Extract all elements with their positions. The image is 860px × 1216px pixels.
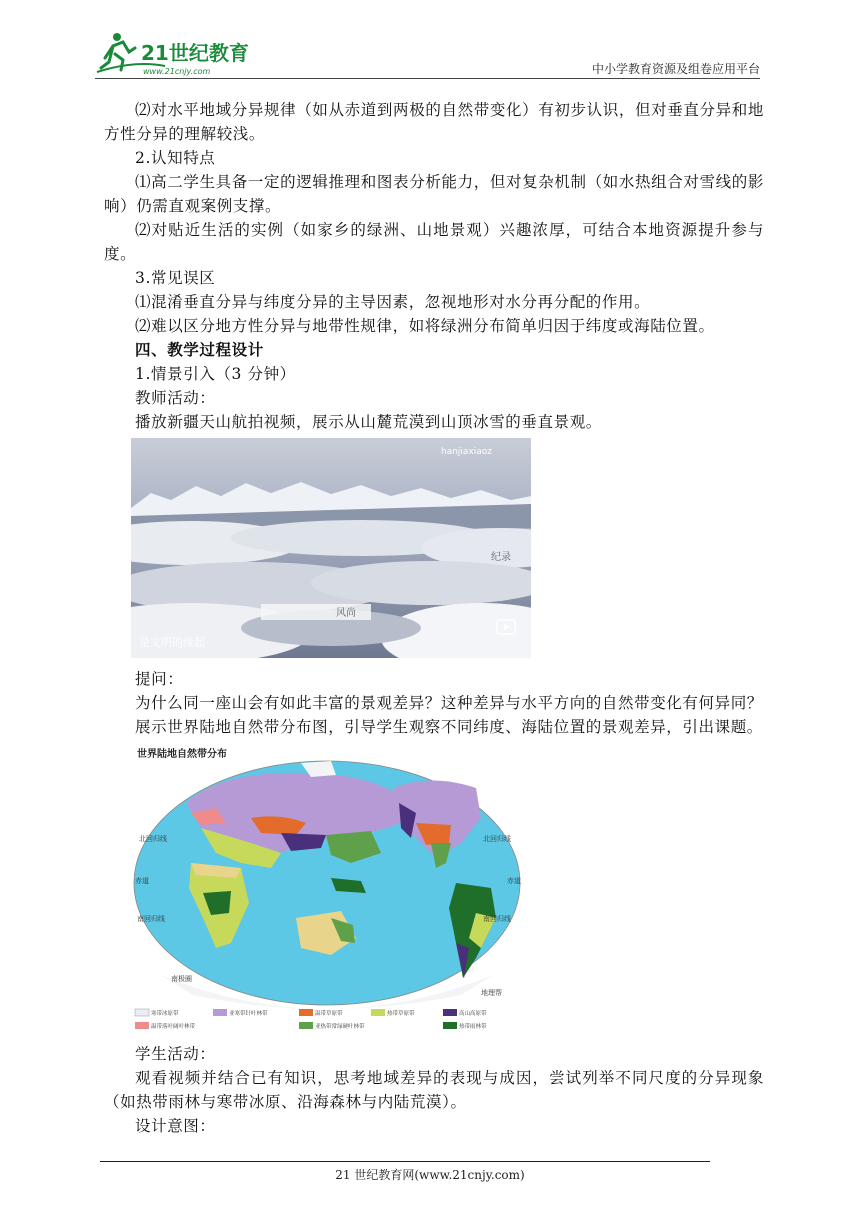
svg-text:亚寒带针叶林带: 亚寒带针叶林带 <box>229 1011 268 1017</box>
page-header <box>95 30 760 80</box>
legend-swatch <box>213 1009 227 1016</box>
svg-text:寒带冰原带: 寒带冰原带 <box>151 1011 179 1017</box>
teacher-activity-label: 教师活动： <box>135 389 216 407</box>
paragraph: 展示世界陆地自然带分布图，引导学生观察不同纬度、海陆位置的景观差异，引出课题。 <box>135 718 763 736</box>
svg-text:纪录: 纪录 <box>491 552 511 563</box>
svg-text:南回归线: 南回归线 <box>483 915 511 923</box>
page-footer: 21 世纪教育网(www.21cnjy.com) <box>335 1168 525 1182</box>
legend-swatch <box>299 1022 313 1029</box>
paragraph: ⑵对贴近生活的实例（如家乡的绿洲、山地景观）兴趣浓厚，可结合本地资源提升参与度。 <box>104 221 764 263</box>
document-body <box>104 98 764 1138</box>
legend-swatch <box>443 1009 457 1016</box>
svg-text:hanjiaxiaoz: hanjiaxiaoz <box>441 447 493 457</box>
paragraph: 为什么同一座山会有如此丰富的景观差异？这种差异与水平方向的自然带变化有何异同？ <box>135 694 763 712</box>
heading-section-4: 四、教学过程设计 <box>135 340 264 359</box>
student-activity-label: 学生活动： <box>135 1045 216 1063</box>
paragraph: ⑵对水平地域分异规律（如从赤道到两极的自然带变化）有初步认识，但对垂直分异和地方性分异的理解较浅。 <box>104 101 764 143</box>
heading-misconceptions: 3.常见误区 <box>135 269 216 287</box>
legend-swatch <box>443 1022 457 1029</box>
heading-intro: 1.情景引入（3 分钟） <box>135 365 296 383</box>
legend-swatch <box>135 1022 149 1029</box>
svg-text:北回归线: 北回归线 <box>139 835 167 843</box>
svg-text:风尚: 风尚 <box>336 608 356 619</box>
svg-text:地理帮: 地理帮 <box>481 989 502 997</box>
header-divider <box>95 78 760 79</box>
svg-text:高山高原带: 高山高原带 <box>459 1011 487 1017</box>
heading-cognitive: 2.认知特点 <box>135 149 216 167</box>
svg-text:www.21cnjy.com: www.21cnjy.com <box>143 67 211 76</box>
logo <box>95 30 255 78</box>
design-intent-label: 设计意图： <box>135 1117 216 1135</box>
svg-text:北回归线: 北回归线 <box>483 835 511 843</box>
paragraph: 观看视频并结合已有知识，思考地域差异的表现与成因，尝试列举不同尺度的分异现象（如热带雨林与寒带冰原、沿海森林与内陆荒漠）。 <box>104 1069 764 1111</box>
paragraph: ⑵难以区分地方性分异与地带性规律，如将绿洲分布简单归因于纬度或海陆位置。 <box>135 317 715 335</box>
footer-divider <box>100 1161 710 1162</box>
video-screenshot <box>131 438 764 665</box>
svg-text:亚热带常绿硬叶林带: 亚热带常绿硬叶林带 <box>315 1024 365 1030</box>
legend-swatch <box>135 1009 149 1016</box>
legend-swatch <box>371 1009 385 1016</box>
legend-swatch <box>299 1009 313 1016</box>
svg-text:赤道: 赤道 <box>507 877 521 885</box>
svg-text:南极圈: 南极圈 <box>171 975 192 983</box>
svg-text:温带落叶阔叶林带: 温带落叶阔叶林带 <box>151 1024 196 1030</box>
paragraph: ⑴混淆垂直分异与纬度分异的主导因素，忽视地形对水分再分配的作用。 <box>135 293 651 311</box>
svg-text:21世纪教育: 21世纪教育 <box>141 41 249 65</box>
svg-text:是文明的缘起: 是文明的缘起 <box>139 636 205 649</box>
svg-text:温带草原带: 温带草原带 <box>315 1011 343 1017</box>
map-title: 世界陆地自然带分布 <box>137 749 227 760</box>
paragraph: 播放新疆天山航拍视频，展示从山麓荒漠到山顶冰雪的垂直景观。 <box>135 413 602 431</box>
svg-text:赤道: 赤道 <box>135 877 149 885</box>
question-label: 提问： <box>135 670 184 688</box>
world-natural-zones-map <box>131 743 764 1040</box>
svg-text:南回归线: 南回归线 <box>137 915 165 923</box>
svg-text:热带草原带: 热带草原带 <box>387 1011 415 1017</box>
paragraph: ⑴高二学生具备一定的逻辑推理和图表分析能力，但对复杂机制（如水热组合对雪线的影响）仍需直观案例支撑。 <box>104 173 764 215</box>
platform-name: 中小学教育资源及组卷应用平台 <box>591 62 760 76</box>
svg-text:热带雨林带: 热带雨林带 <box>459 1024 487 1030</box>
